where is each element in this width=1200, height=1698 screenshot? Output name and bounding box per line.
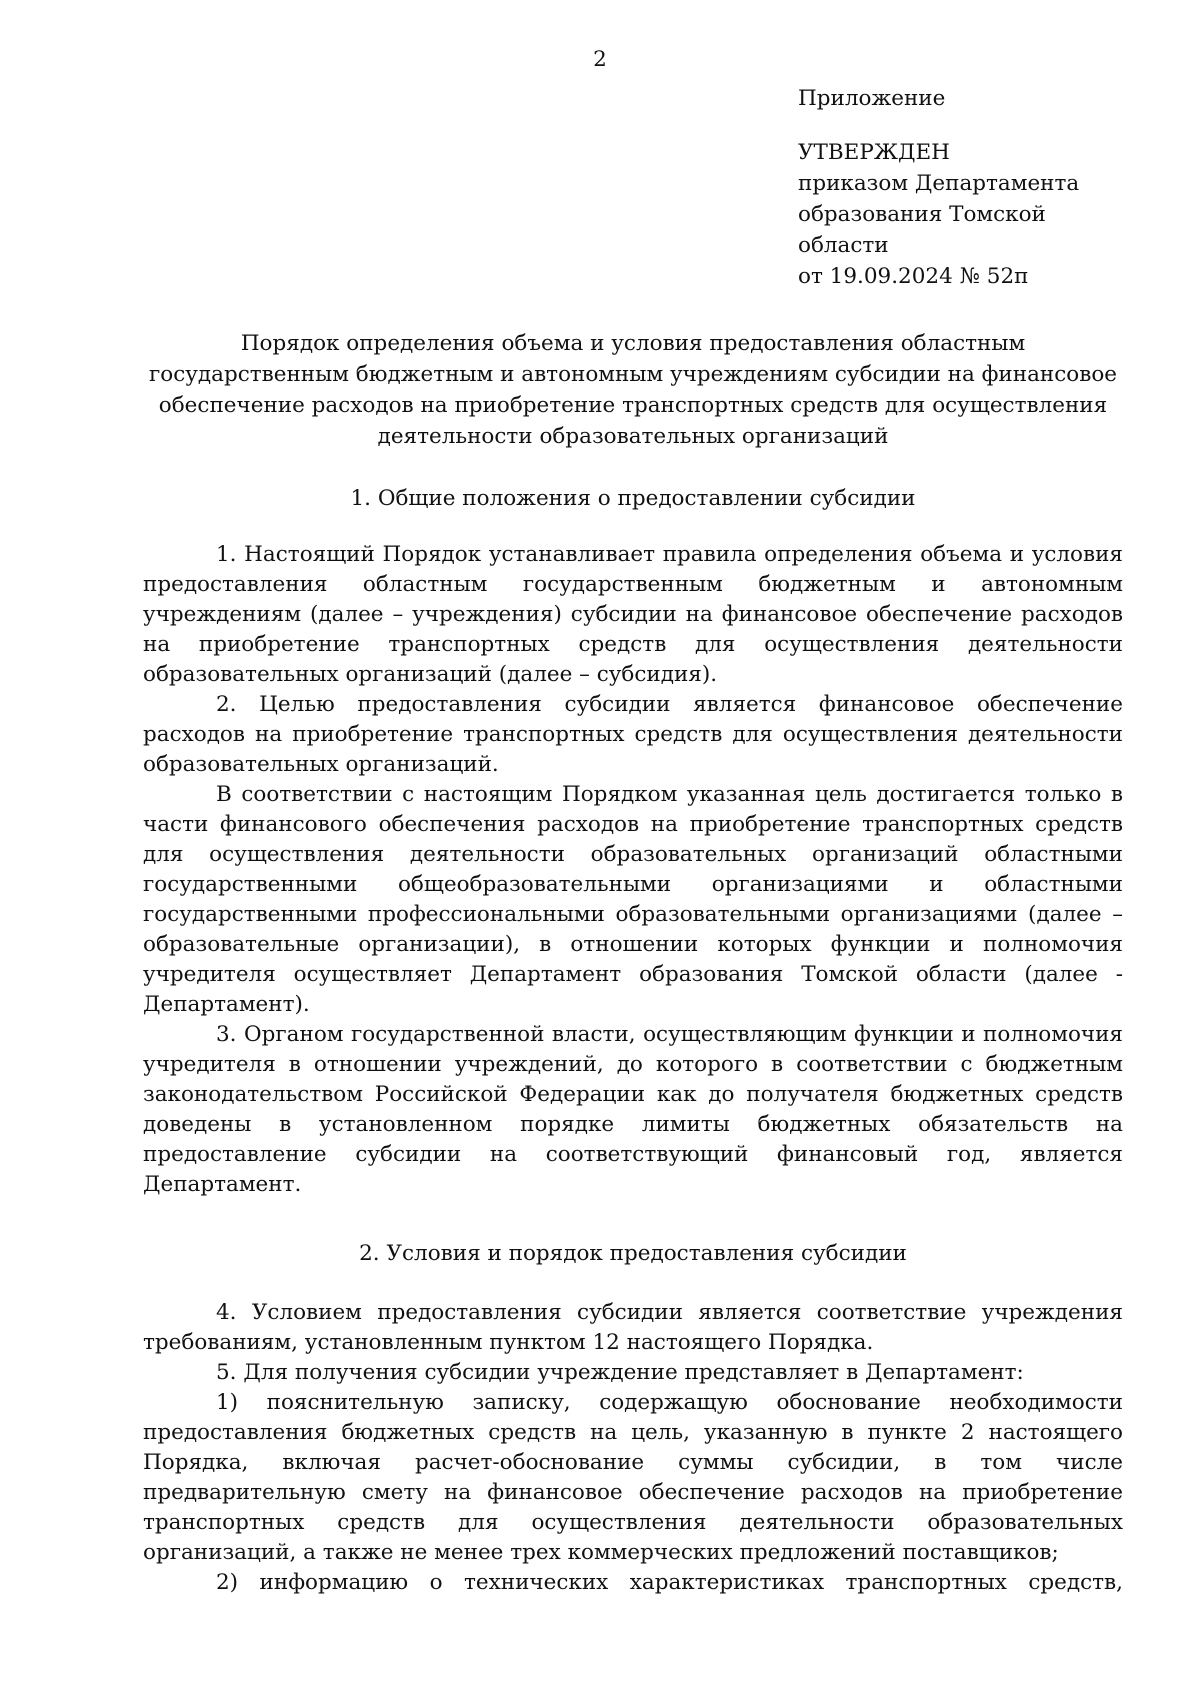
paragraph: 2. Целью предоставления субсидии является финансовое обеспечение расходов на приобретение транспортных средств для осуществления деятельности образовательных организаций. (143, 692, 1123, 777)
section-body (143, 540, 1123, 1200)
paragraph: 1) пояснительную записку, содержащую обоснование необходимости предоставления бюджетных средств на цель, указанную в пункте 2 настоящего Порядка, включая расчет-обоснование суммы субсидии, в том числе предварительную смету на финансовое обеспечение расходов на приобретение транспортных средств для осуществления деятельности образовательных организаций, а также не менее трех коммерческих предложений поставщиков; (143, 1390, 1123, 1565)
approval-line: приказом Департамента (798, 171, 1080, 196)
paragraph: 2) информацию о технических характеристиках транспортных средств, (216, 1570, 1123, 1595)
paragraph: 1. Настоящий Порядок устанавливает правила определения объема и условия предоставления областным государственным бюджетным и автономным учреждениям (далее – учреждения) субсидии на финансовое обеспечение расходов на приобретение транспортных средств для осуществления деятельности образовательных организаций (далее – субсидия). (143, 542, 1123, 687)
section-heading: 2. Условия и порядок предоставления субсидии (359, 1241, 907, 1266)
approval-date: от 19.09.2024 № 52п (798, 264, 1029, 289)
page-number: 2 (593, 47, 607, 72)
section-body (143, 1298, 1123, 1598)
approval-line: образования Томской (798, 202, 1046, 227)
approval-stamp (798, 83, 1178, 292)
approval-line: области (798, 233, 889, 258)
approved-label: УТВЕРЖДЕН (798, 140, 950, 165)
appendix-label: Приложение (798, 86, 946, 111)
paragraph: В соответствии с настоящим Порядком указанная цель достигается только в части финансового обеспечения расходов на приобретение транспортных средств для осуществления деятельности образовательных организаций областными государственными общеобразовательными организациями и областными государственными профессиональными образовательными организациями (далее – образовательные организации), в отношении которых функции и полномочия учредителя осуществляет Департамент образования Томской области (далее - Департамент). (143, 782, 1123, 1017)
section-heading: 1. Общие положения о предоставлении субсидии (350, 486, 916, 511)
paragraph: 4. Условием предоставления субсидии является соответствие учреждения требованиям, установленным пунктом 12 настоящего Порядка. (143, 1300, 1123, 1355)
document-title: Порядок определения объема и условия предоставления областным государственным бюджетным и автономным учреждениям субсидии на финансовое обеспечение расходов на приобретение транспортных средств для осуществления деятельности образовательных организаций (148, 331, 1117, 449)
paragraph: 5. Для получения субсидии учреждение представляет в Департамент: (216, 1360, 1024, 1385)
paragraph: 3. Органом государственной власти, осуществляющим функции и полномочия учредителя в отношении учреждений, до которого в соответствии с бюджетным законодательством Российской Федерации как до получателя бюджетных средств доведены в установленном порядке лимиты бюджетных обязательств на предоставление субсидии на соответствующий финансовый год, является Департамент. (143, 1022, 1123, 1197)
